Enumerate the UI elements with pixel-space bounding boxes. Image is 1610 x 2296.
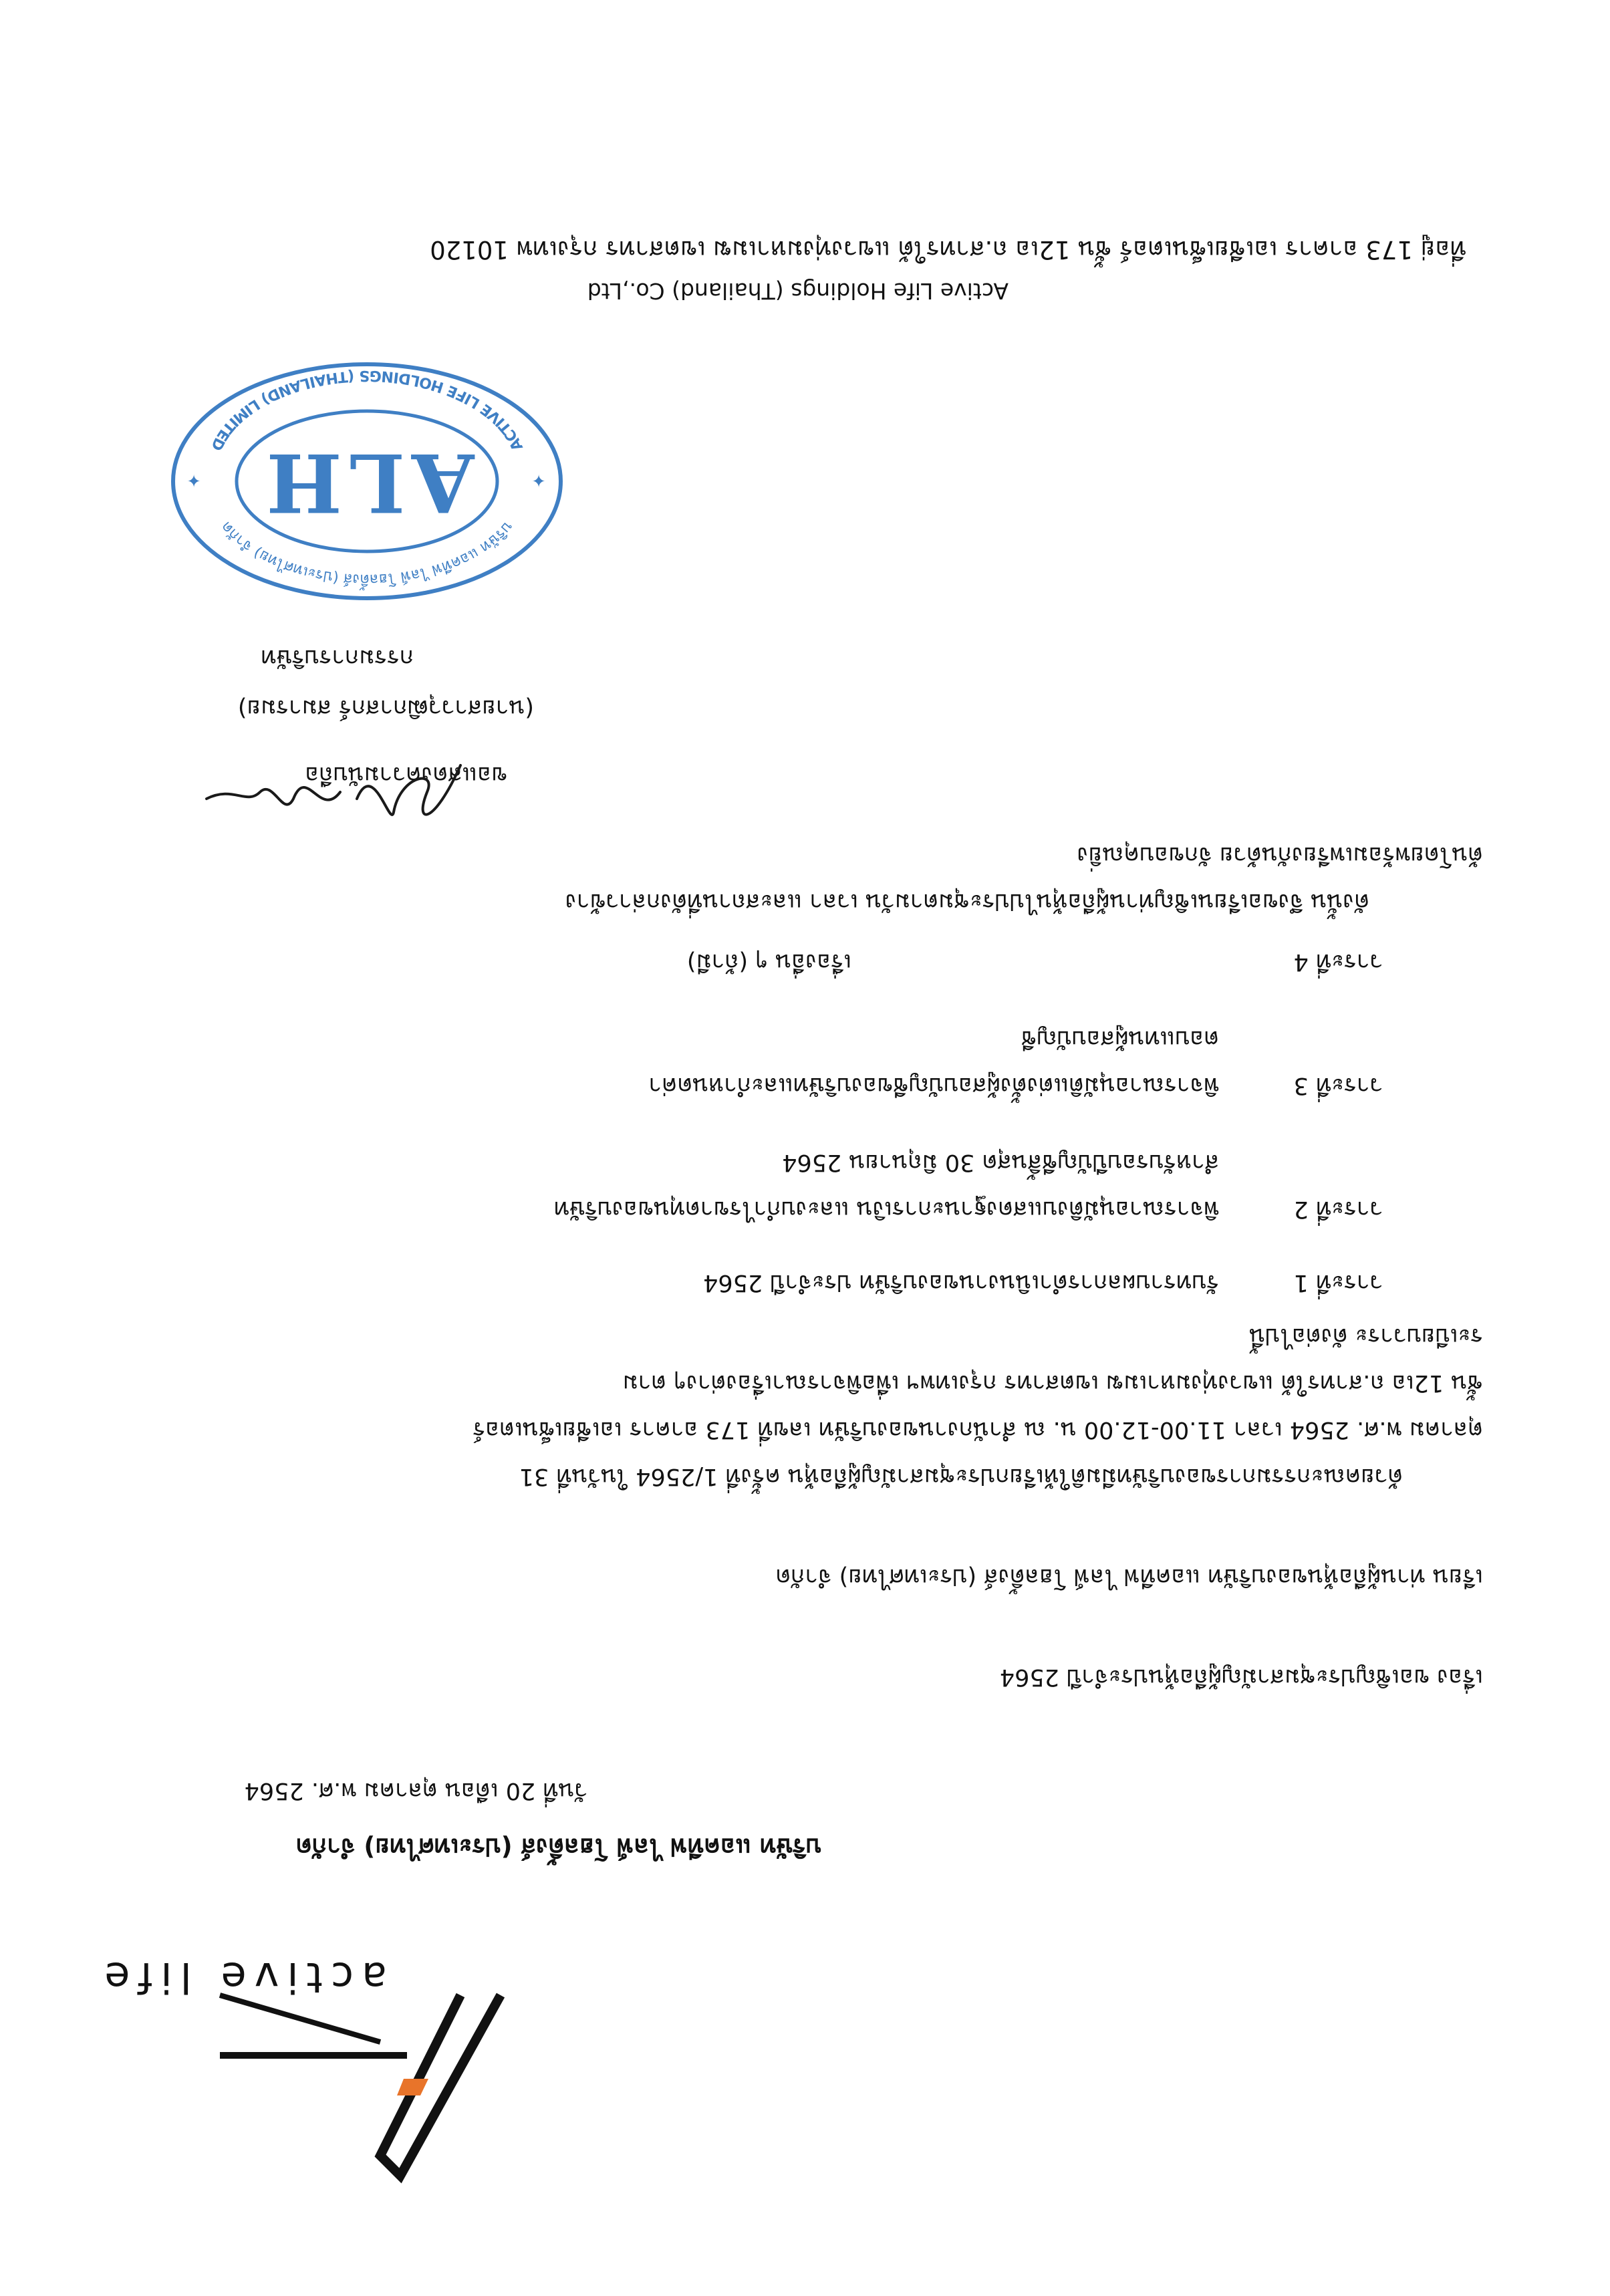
agenda-label-3: วาระที่ 3 xyxy=(1293,1072,1383,1099)
handwritten-signature-icon xyxy=(193,745,474,839)
intro-line: ตุลาคม พ.ศ. 2564 เวลา 11.00-12.00 น. ณ สำนักงานของบริษัท เลขที่ 173 อาคาร เอเชียเซ็นเตอร์ xyxy=(473,1416,1483,1443)
agenda-text-3: พิจารณาอนุมัติแต่งตั้งผู้สอบบัญชีของบริษัทและกำหนดค่า xyxy=(648,1072,1219,1099)
agenda-label-2: วาระที่ 2 xyxy=(1293,1196,1383,1223)
logo-accent-icon xyxy=(397,2079,428,2095)
agenda-label-1: วาระที่ 1 xyxy=(1293,1269,1383,1296)
agenda-text-2: พิจารณาอนุมัติงบแสดงฐานะการเงิน และงบกำไรขาดทุนของบริษัท xyxy=(553,1196,1219,1223)
signer-name: (นายสาววุฒิกาสกร์ สมารมย) xyxy=(237,694,534,721)
closing-line: ดังนั้น จึงขอเรียนเชิญท่านผู้ถือหุ้นไปประชุมตามวัน เวลา และสถานที่ดังกล่าวข้าง xyxy=(565,888,1369,915)
letter-date: วันที่ 20 เดือน ตุลาคม พ.ศ. 2564 xyxy=(244,1777,587,1804)
logo-wordmark: active life xyxy=(96,1953,387,2002)
agenda-label-4: วาระที่ 4 xyxy=(1293,948,1383,975)
seal-ring-text-th: บริษัท แอคทีฟ ไลฟ์ โฮลดิ้งส์ (ประเทศไทย) จำกัด xyxy=(217,518,517,588)
seal-ring-text-en: ACTIVE LIFE HOLDINGS (THAILAND) LIMITED xyxy=(207,366,527,453)
intro-line: ระเบียบวาระ ดังต่อไปนี้ xyxy=(1249,1323,1483,1350)
footer-company-en: Active Life Holdings (Thailand) Co.,Ltd xyxy=(587,278,1009,304)
intro-line: ชั้น 12เอ ถ.สาทรใต้ แขวงทุ่งมหาเมฆ เขตสาทร กรุงเทพฯ เพื่อพิจารณาเรื่องต่างๆ ตาม xyxy=(622,1370,1483,1396)
agenda-text-2: สำหรับรอบปีบัญชีสิ้นสุด 30 มิถุนายน 2564 xyxy=(782,1149,1219,1176)
seal-initials: ALH xyxy=(259,435,475,529)
agenda-text-3: ตอบแทนผู้สอบบัญชี xyxy=(1021,1025,1219,1052)
closing-line: ต้นโดยพร้อมเพรียงกันด้วย จักขอบคุณยิ่ง xyxy=(1077,842,1483,868)
regards-text: ขอแสดงความนับถือ xyxy=(305,761,507,788)
active-life-logo-icon xyxy=(213,1989,514,2196)
letter-subject: เรื่อง ขอเชิญประชุมสามัญผู้ถือหุ้นประจำปี 2564 xyxy=(999,1664,1483,1690)
signer-title: กรรมการบริษัท xyxy=(261,644,414,671)
agenda-text-1: รับทราบผลการดำเนินงานของบริษัท ประจำปี 2564 xyxy=(703,1269,1219,1296)
svg-text:✦: ✦ xyxy=(531,470,546,490)
company-seal-icon xyxy=(166,358,567,605)
letter-salutation: เรียน ท่านผู้ถือหุ้นของบริษัท แอคทีฟ ไลฟ์ โฮลดิ้งส์ (ประเทศไทย) จำกัด xyxy=(775,1563,1483,1590)
company-name-header: บริษัท แอคทีฟ ไลฟ์ โฮลดิ้งส์ (ประเทศไทย) จำกัด xyxy=(295,1833,821,1862)
svg-text:✦: ✦ xyxy=(186,470,201,490)
footer-address: ที่อยู่ 173 อาคาร เอเชียเซ็นเตอร์ ชั้น 12เอ ถ.สาทรใต้ แขวงทุ่งมหาเมฆ เขตสาทร กรุงเทพ 10120 xyxy=(430,235,1466,264)
intro-line: ด้วยคณะกรรมการของบริษัทมีมติให้เรียกประชุมสามัญผู้ถือหุ้น ครั้งที่ 1/2564 ในวันที่ 31 xyxy=(519,1463,1403,1490)
agenda-text-4: เรื่องอื่น ๆ (ถ้ามี) xyxy=(686,948,851,975)
